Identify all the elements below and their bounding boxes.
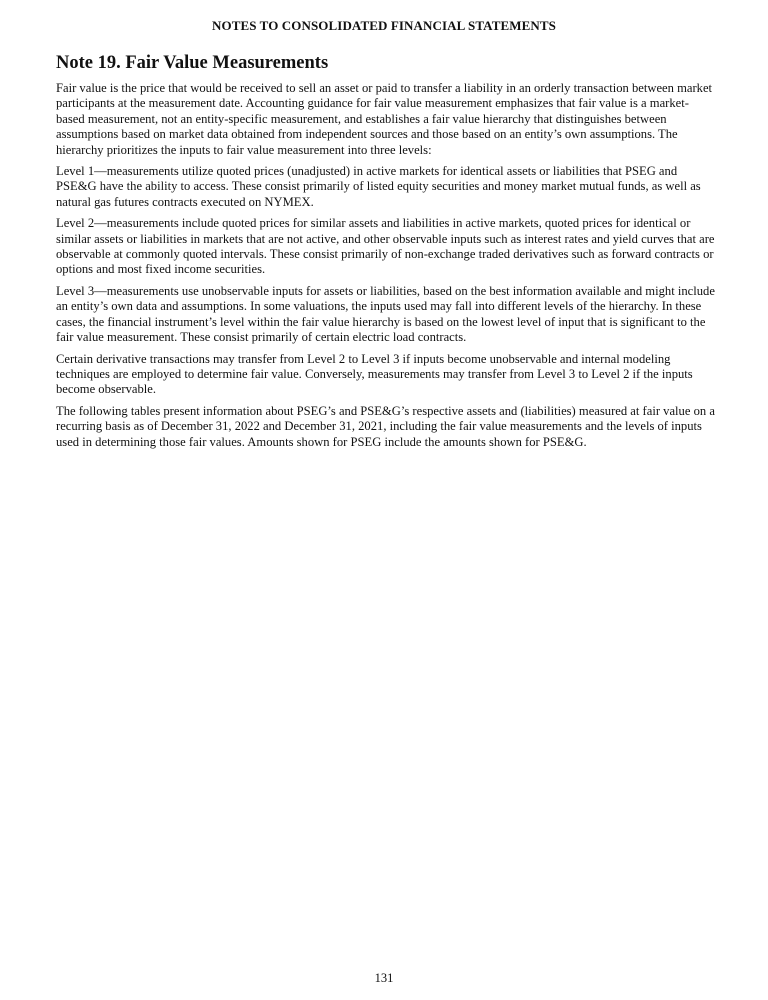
note-section	[56, 52, 716, 456]
page-number: 131	[374, 971, 394, 985]
intro-paragraph: Fair value is the price that would be received to sell an asset or paid to transfer a liability in an orderly transaction between market participants at the measurement date. Accounting guidance for fair value measurement emphasizes that fair value is a market-based measurement, not an entity-specific measurement, and establishes a fair value hierarchy that distinguishes between assumptions based on market data obtained from independent sources and those based on an entity’s own assumptions. The hierarchy prioritizes the inputs to fair value measurement into three levels:	[56, 81, 713, 157]
tables-intro-paragraph: The following tables present information about PSEG’s and PSE&G’s respective assets and (liabilities) measured at fair value on a recurring basis as of December 31, 2022 and December 31, 2021, including the fair value measurements and the levels of inputs used in determining those fair values. Amounts shown for PSEG include the amounts shown for PSE&G.	[56, 403, 715, 449]
transfer-paragraph: Certain derivative transactions may transfer from Level 2 to Level 3 if inputs become unobservable and internal modeling techniques are employed to determine fair value. Conversely, measurements may transfer from Level 3 to Level 2 if the inputs become observable.	[56, 351, 693, 397]
level-3-paragraph: Level 3—measurements use unobservable inputs for assets or liabilities, based on the best information available and might include an entity’s own data and assumptions. In some valuations, the inputs used may fall into different levels of the hierarchy. In these cases, the financial instrument’s level within the fair value hierarchy is based on the lowest level of input that is significant to the fair value measurement. These consist primarily of certain electric load contracts.	[56, 283, 715, 345]
page-header: NOTES TO CONSOLIDATED FINANCIAL STATEMENTS	[212, 18, 556, 33]
level-1-paragraph: Level 1—measurements utilize quoted prices (unadjusted) in active markets for identical assets or liabilities that PSEG and PSE&G have the ability to access. These consist primarily of listed equity securities and money market mutual funds, as well as natural gas futures contracts executed on NYMEX.	[56, 164, 701, 209]
note-title: Note 19. Fair Value Measurements	[56, 53, 329, 73]
level-2-paragraph: Level 2—measurements include quoted prices for similar assets and liabilities in active markets, quoted prices for identical or similar assets or liabilities in markets that are not active, and other observable inputs such as interest rates and yield curves that are observable at commonly quoted intervals. These consist primarily of non-exchange traded derivatives such as forward contracts or options and most fixed income securities.	[56, 216, 715, 277]
